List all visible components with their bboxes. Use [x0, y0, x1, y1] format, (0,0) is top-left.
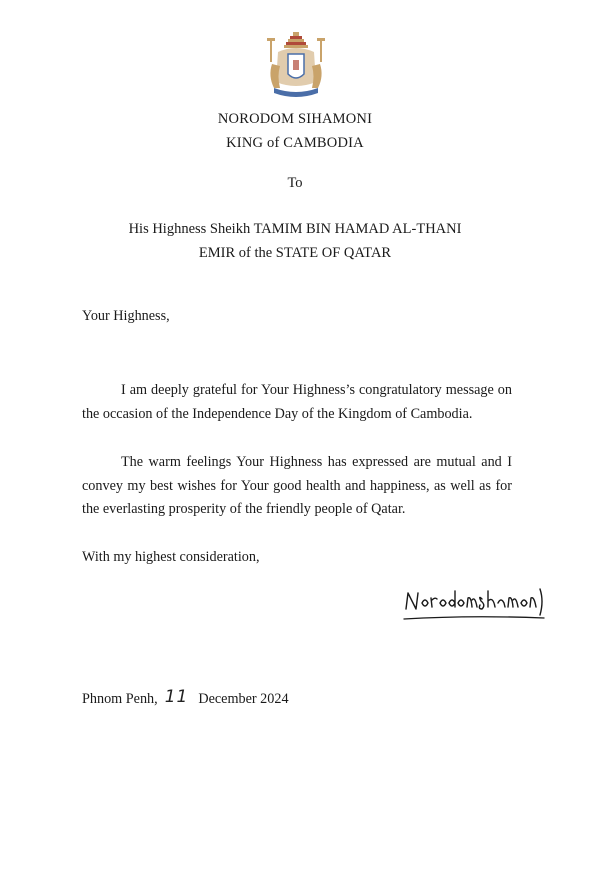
month-year: December 2024 — [198, 691, 289, 707]
handwritten-signature-icon — [400, 585, 550, 627]
closing: With my highest consideration, — [82, 549, 260, 565]
sender-name: NORODOM SIHAMONI — [217, 111, 373, 127]
place-and-date — [82, 688, 289, 708]
salutation: Your Highness, — [82, 308, 170, 324]
addressee-to: To — [287, 175, 303, 191]
handwritten-day: 11 — [164, 687, 189, 707]
royal-coat-of-arms-icon — [264, 30, 328, 102]
place: Phnom Penh, — [82, 691, 158, 707]
recipient-title: EMIR of the STATE OF QATAR — [198, 245, 392, 261]
sender-title: KING of CAMBODIA — [226, 135, 364, 151]
recipient-name: His Highness Sheikh TAMIM BIN HAMAD AL-THANI — [128, 221, 462, 237]
body-paragraph-1: I am deeply grateful for Your Highness’s congratulatory message on the occasion of the Independence Day of the Kingdom of Cambodia. — [82, 382, 512, 422]
body-paragraph-2: The warm feelings Your Highness has expressed are mutual and I convey my best wishes for Your good health and happiness, as well as for the everlasting prosperity of the friendly people of Qatar. — [82, 454, 512, 517]
